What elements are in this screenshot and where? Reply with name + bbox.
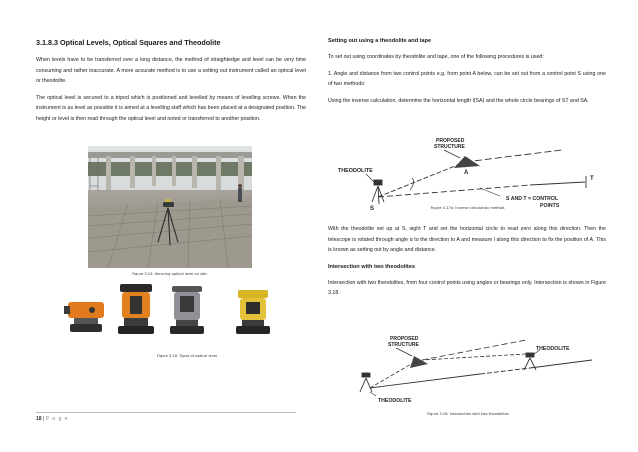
figure-caption-2: Figure 3.16: Types of optical level	[156, 354, 218, 358]
theodolite-pointer	[366, 174, 374, 182]
page-word: P a g e	[45, 416, 69, 422]
page-footer	[36, 416, 68, 422]
label-points: POINTS	[540, 203, 560, 209]
label-structure-2: STRUCTURE	[388, 342, 419, 348]
right-paragraph-4: With the theodolite set up at S, sight T and set the horizontal circle to read zero along this direction. Then the telescope is rotated through angle α to the direction to A and measure l along this direction to fix the position of A. This is known as setting out by angle and distance.	[328, 226, 606, 254]
label-control: S AND T = CONTROL	[506, 196, 559, 202]
baseline-mid	[480, 368, 530, 374]
structure-line	[465, 150, 562, 162]
baseline-left	[370, 374, 480, 388]
intersection-marker	[410, 356, 428, 368]
footer-rule	[36, 412, 296, 413]
site-photo	[88, 146, 252, 268]
label-a: A	[464, 170, 469, 176]
optical-levels-photo	[62, 278, 308, 348]
intersection-heading: Intersection with two theodolites	[328, 263, 416, 270]
left-column	[36, 38, 306, 131]
theodolite-tape-heading: Setting out using a theodolite and tape	[328, 38, 432, 44]
label-proposed-2: PROPOSED	[390, 336, 419, 342]
left-paragraph-1: When levels have to be transferred over a long distance, the method of straightedge and level can be very time consuming and rather inaccurate. A more accurate method is to use a setting out instrument called an optical level or theodolite.	[36, 57, 306, 85]
label-theodolite: THEODOLITE	[338, 168, 373, 174]
right-column-lower	[328, 224, 606, 305]
right-paragraph-5: Intersection with two theodolites, from four control points using angles or bearings only. Intersection is shown in Figure 3.18.	[328, 279, 606, 297]
figure-caption-4: Figure 3.18: Intersection with two theodolites	[427, 412, 509, 416]
section-heading: 3.1.8.3 Optical Levels, Optical Squares and Theodolite	[36, 38, 221, 47]
sight-left	[370, 360, 418, 388]
figure-caption-3: Figure 3.17a: Inverse calculation method.	[430, 206, 506, 210]
label-t: T	[590, 176, 594, 182]
right-paragraph-1: To set out using coordinates by theodolite and tape, one of the following procedures is used:	[328, 54, 544, 60]
left-paragraph-2: The optical level is secured to a tripod which is positioned and levelled by means of levelling screws. When the instrument is as level as possible it is aimed at a levelling staff which has been placed at a designated position. The height or level is then read through the optical level and noted or transferred to another position.	[36, 94, 306, 122]
page-number: 18	[36, 416, 42, 422]
baseline-right	[530, 360, 592, 368]
inverse-calculation-diagram	[330, 130, 606, 214]
intersection-diagram	[330, 334, 606, 406]
theodolite-left-icon	[360, 373, 372, 392]
right-paragraph-2: 1. Angle and distance from two control points e.g. from point A below, can be set out from a control point S using one of two methods:	[328, 70, 606, 88]
sight-right	[422, 354, 526, 360]
line-sa	[378, 162, 465, 197]
figure-caption-1: Figure 3.15: Securing optical level on site.	[132, 272, 208, 276]
label-proposed: PROPOSED	[436, 138, 465, 144]
structure-pointer	[444, 150, 460, 158]
left-pointer	[370, 392, 376, 396]
structure-pointer-2	[396, 348, 412, 356]
structure-line-2	[422, 340, 526, 360]
baseline-end	[530, 182, 585, 185]
label-s: S	[370, 206, 375, 212]
right-column	[328, 38, 606, 112]
theodolite-icon	[372, 180, 384, 204]
label-theodolite-right: THEODOLITE	[536, 346, 570, 352]
page-separator: |	[42, 416, 45, 422]
label-structure: STRUCTURE	[434, 144, 465, 150]
label-theodolite-left: THEODOLITE	[378, 398, 412, 404]
right-paragraph-3: Using the inverse calculation, determine the horizontal length l(SA) and the whole circle bearings of ST and SA.	[328, 97, 589, 104]
control-pointer	[480, 188, 500, 196]
point-a-marker	[454, 156, 480, 168]
